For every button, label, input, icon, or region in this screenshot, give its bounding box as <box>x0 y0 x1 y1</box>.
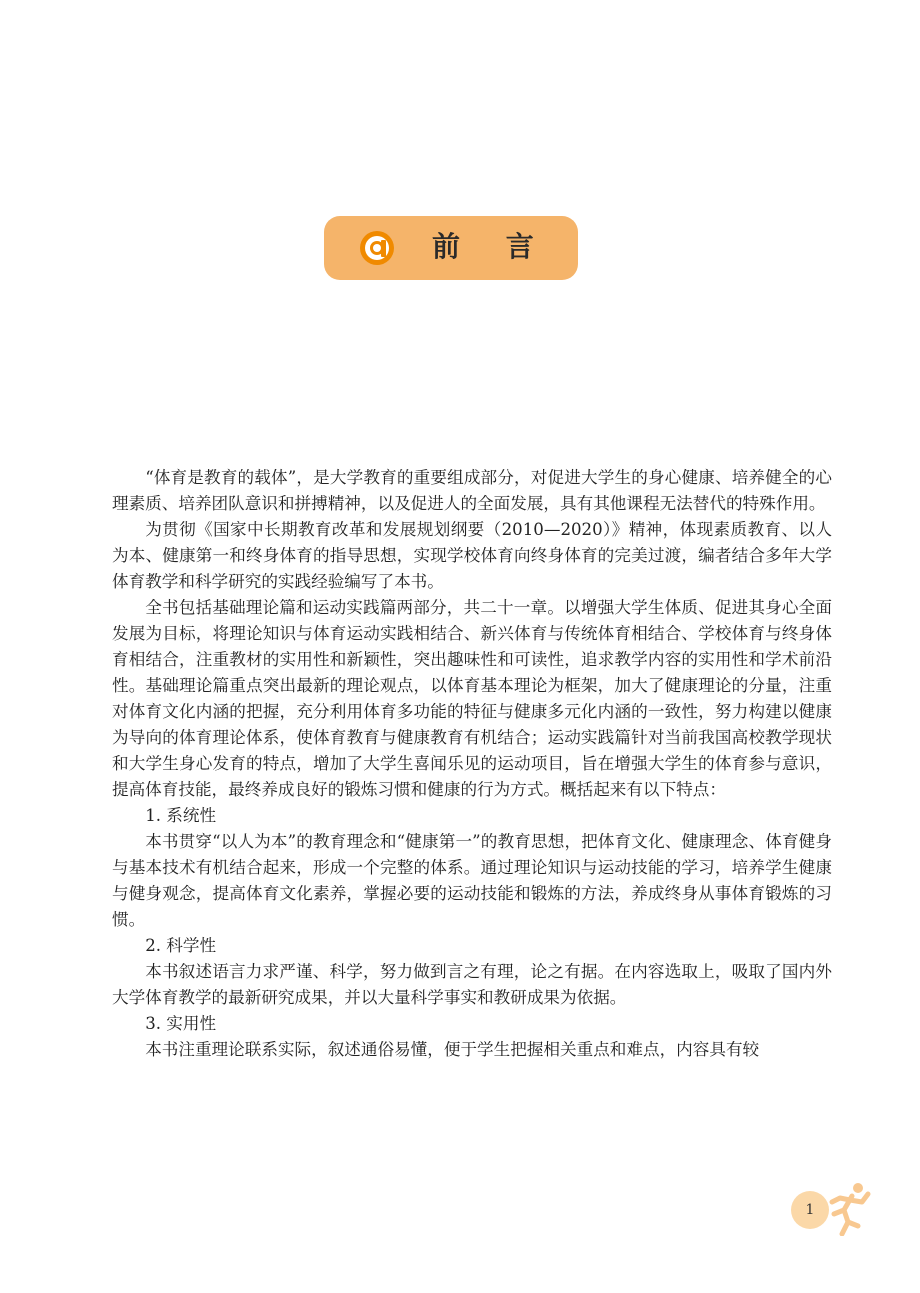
paragraph-intro: “体育是教育的载体”，是大学教育的重要组成部分，对促进大学生的身心健康、培养健全的心理素质、培养团队意识和拼搏精神，以及促进人的全面发展，具有其他课程无法替代的特殊作用。 <box>112 468 832 513</box>
heading-scientific: 2. 科学性 <box>145 936 217 955</box>
paragraph-systematic: 本书贯穿“以人为本”的教育理念和“健康第一”的教育思想，把体育文化、健康理念、体育健身与基本技术有机结合起来，形成一个完整的体系。通过理论知识与运动技能的学习，培养学生健康与健身观念，提高体育文化素养，掌握必要的运动技能和锻炼的方法，养成终身从事体育锻炼的习惯。 <box>112 832 832 929</box>
page-title: 前 言 <box>432 230 552 263</box>
paragraph-practical: 本书注重理论联系实际，叙述通俗易懂，便于学生把握相关重点和难点，内容具有较 <box>145 1040 760 1059</box>
paragraph-scientific: 本书叙述语言力求严谨、科学，努力做到言之有理，论之有据。在内容选取上，吸取了国内外大学体育教学的最新研究成果，并以大量科学事实和教研成果为依据。 <box>112 962 832 1007</box>
heading-practical: 3. 实用性 <box>145 1014 217 1033</box>
paragraph-purpose: 为贯彻《国家中长期教育改革和发展规划纲要（2010—2020）》精神，体现素质教育、以人为本、健康第一和终身体育的指导思想，实现学校体育向终身体育的完美过渡，编者结合多年大学体育教学和科学研究的实践经验编写了本书。 <box>112 520 832 591</box>
runner-icon <box>822 1180 872 1236</box>
page-number: 1 <box>791 1191 829 1229</box>
heading-systematic: 1. 系统性 <box>145 806 217 825</box>
preface-body <box>112 465 832 1063</box>
chapter-marker-icon <box>360 231 394 265</box>
title-banner <box>324 216 578 280</box>
paragraph-overview: 全书包括基础理论篇和运动实践篇两部分，共二十一章。以增强大学生体质、促进其身心全面发展为目标，将理论知识与体育运动实践相结合、新兴体育与传统体育相结合、学校体育与终身体育相结合，注重教材的实用性和新颖性，突出趣味性和可读性，追求教学内容的实用性和学术前沿性。基础理论篇重点突出最新的理论观点，以体育基本理论为框架，加大了健康理论的分量，注重对体育文化内涵的把握，充分利用体育多功能的特征与健康多元化内涵的一致性，努力构建以健康为导向的体育理论体系，使体育教育与健康教育有机结合；运动实践篇针对当前我国高校教学现状和大学生身心发育的特点，增加了大学生喜闻乐见的运动项目，旨在增强大学生的体育参与意识，提高体育技能，最终养成良好的锻炼习惯和健康的行为方式。概括起来有以下特点： <box>112 598 832 799</box>
